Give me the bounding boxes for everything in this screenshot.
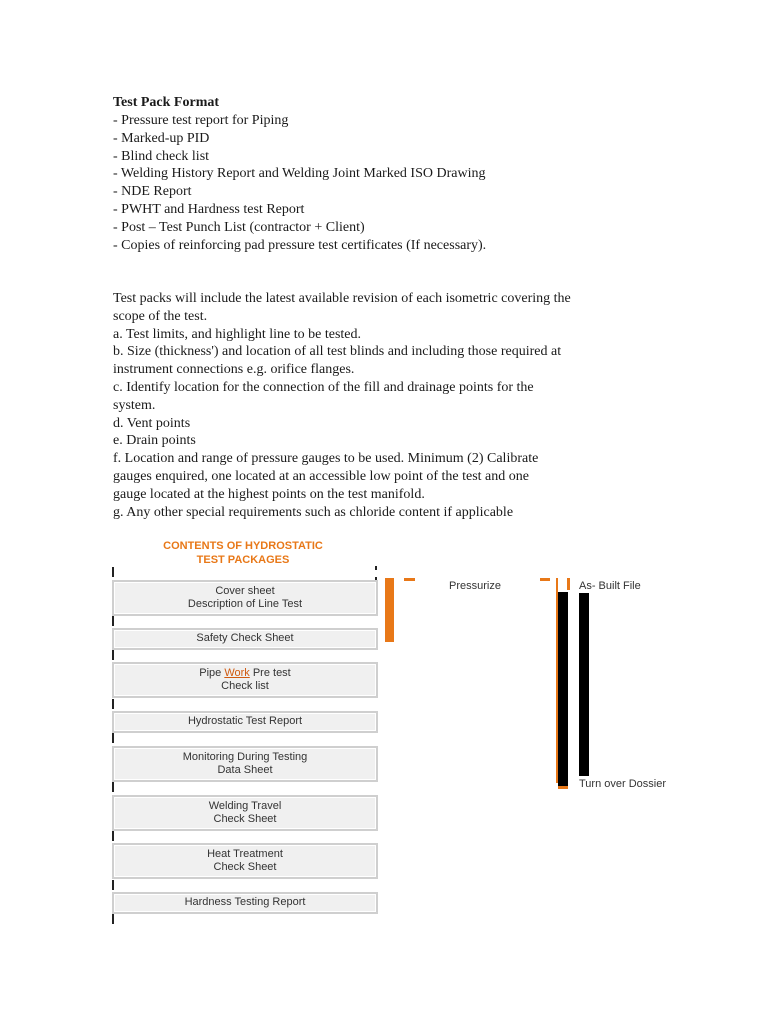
box-line: Heat Treatment [207,847,283,860]
connector-tick [112,567,114,577]
welding-travel-box [112,795,378,831]
paragraph-line: d. Vent points [113,415,191,431]
paragraph-line: b. Size (thickness') and location of all test blinds and including those required at [113,344,562,360]
format-item: - Welding History Report and Welding Joint Marked ISO Drawing [113,166,486,182]
box-text: Pre test [249,666,291,679]
connector-tick [112,782,114,792]
format-item: - Post – Test Punch List (contractor + Client) [113,219,365,235]
paragraph-line: gauge located at the highest points on the test manifold. [113,486,425,502]
format-item: - Marked-up PID [113,130,210,146]
connector-tick [112,914,114,924]
format-item: - Blind check list [113,148,210,164]
as-built-label: As- Built File [579,580,641,592]
box-line: Cover sheet [215,584,275,597]
hardness-testing-box [112,892,378,914]
paragraph-line: Test packs will include the latest available revision of each isometric covering the [113,291,571,306]
paragraph-line: e. Drain points [113,433,196,449]
paragraph-line: gauges enquired, one located at an accessible low point of the test and one [113,468,529,484]
paragraph-line: c. Identify location for the connection of the fill and drainage points for the [113,379,534,395]
as-built-bar [579,593,589,776]
paragraph-line: f. Location and range of pressure gauges to be used. Minimum (2) Calibrate [113,451,539,467]
format-list [113,112,486,254]
box-text: Pipe [199,666,225,679]
format-item: - NDE Report [113,184,192,200]
diagram-title-line: CONTENTS OF HYDROSTATIC [163,540,323,552]
box-line: Monitoring During Testing [182,750,308,763]
paragraph-line: g. Any other special requirements such as chloride content if applicable [113,504,514,520]
pressurize-label: Pressurize [449,580,501,592]
connector-tick [112,699,114,709]
paragraph-line: instrument connections e.g. orifice flanges. [113,362,355,378]
heat-treatment-box [112,843,378,879]
cover-sheet-box [112,580,378,616]
format-item: - PWHT and Hardness test Report [113,201,305,217]
connector-tick [112,650,114,660]
pipe-work-box [112,662,378,698]
paragraph-line: system. [113,397,156,413]
pressurize-dash [404,578,415,581]
dossier-bar [558,592,568,786]
safety-check-box [112,628,378,650]
pressurize-bar [385,578,394,642]
box-line: Check Sheet [213,861,277,873]
work-link[interactable]: Work [224,666,250,679]
connector-tick [112,733,114,743]
box-line: Safety Check Sheet [196,632,294,645]
paragraph-line: scope of the test. [113,308,208,324]
connector-tick [112,616,114,626]
flow-connector-tick [567,578,570,590]
format-item: - Pressure test report for Piping [113,113,289,128]
turn-over-label: Turn over Dossier [579,778,667,790]
box-line [199,667,291,681]
page-heading: Test Pack Format [113,95,220,110]
dossier-bar-cap [558,786,568,789]
box-line: Description of Line Test [187,598,303,610]
as-built-dash [540,578,550,581]
monitoring-box [112,746,378,782]
paragraph-line: a. Test limits, and highlight line to be tested. [113,326,362,342]
format-item: - Copies of reinforcing pad pressure test certificates (If necessary). [113,237,487,253]
diagram-title-line: TEST PACKAGES [196,554,290,566]
requirements-paragraph [113,290,623,521]
box-line: Hardness Testing Report [184,896,306,909]
hydrostatic-report-box [112,711,378,733]
connector-tick [112,880,114,890]
connector-dot [375,566,377,570]
box-line: Welding Travel [208,799,282,812]
box-line: Check Sheet [213,813,277,825]
box-line: Hydrostatic Test Report [187,715,303,728]
diagram-title [140,539,346,567]
connector-tick [112,831,114,841]
box-line: Data Sheet [217,764,273,776]
box-line: Check list [221,680,269,692]
